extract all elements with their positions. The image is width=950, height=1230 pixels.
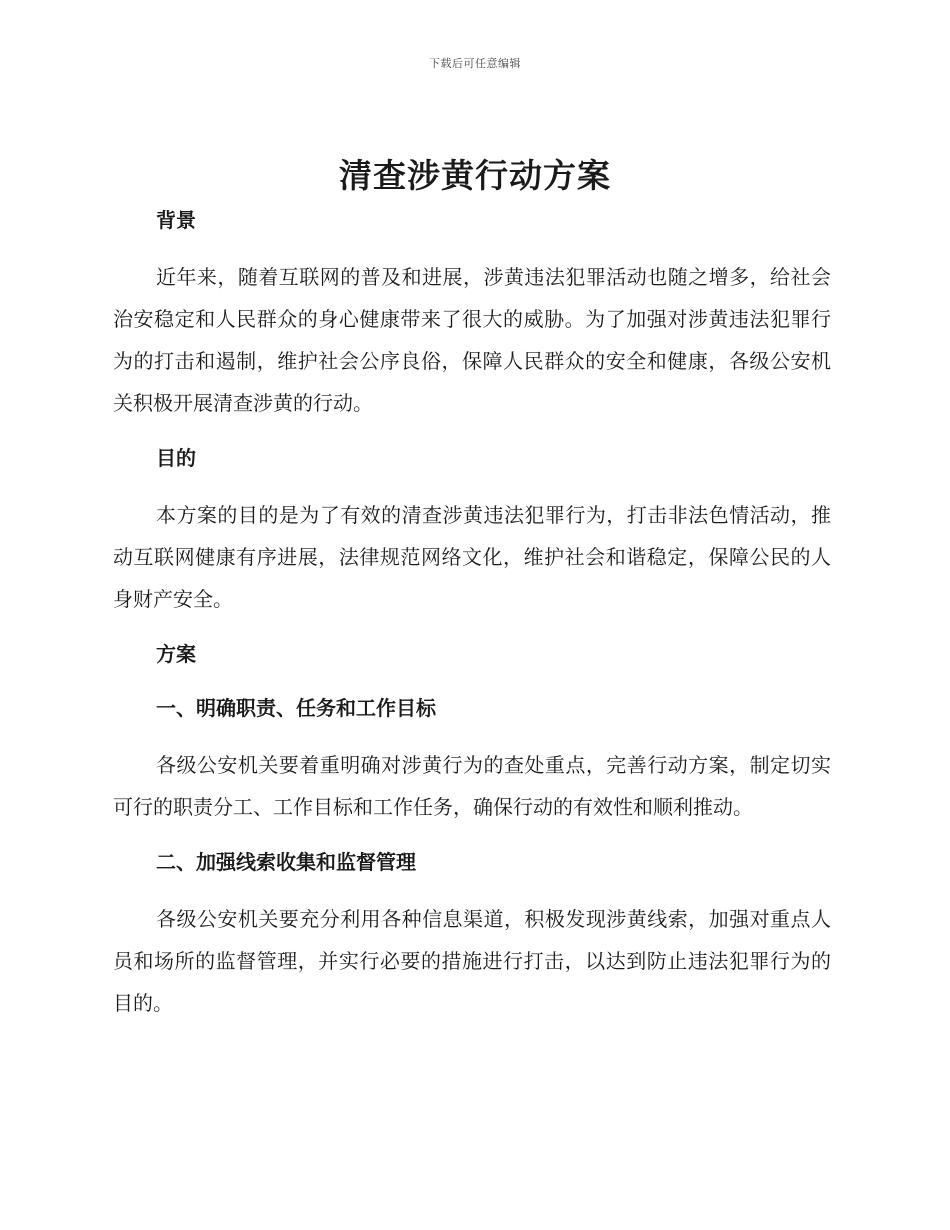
document-body xyxy=(113,202,831,1024)
section-heading-purpose: 目的 xyxy=(156,446,196,470)
section-text-item1: 各级公安机关要着重明确对涉黄行为的查处重点，完善行动方案，制定切实可行的职责分工、工作目标和工作任务，确保行动的有效性和顺利推动。 xyxy=(113,753,831,819)
section-heading-item1: 一、明确职责、任务和工作目标 xyxy=(156,696,436,720)
section-text-item2: 各级公安机关要充分利用各种信息渠道，积极发现涉黄线索，加强对重点人员和场所的监督管理，并实行必要的措施进行打击，以达到防止违法犯罪行为的目的。 xyxy=(113,907,831,1015)
section-heading-plan: 方案 xyxy=(156,642,196,666)
section-heading-background: 背景 xyxy=(156,208,196,232)
page-header-note: 下载后可任意编辑 xyxy=(429,57,521,70)
document-title: 清查涉黄行动方案 xyxy=(339,156,611,195)
section-heading-item2: 二、加强线索收集和监督管理 xyxy=(156,850,416,874)
section-text-purpose: 本方案的目的是为了有效的清查涉黄违法犯罪行为，打击非法色情活动，推动互联网健康有序进展，法律规范网络文化，维护社会和谐稳定，保障公民的人身财产安全。 xyxy=(113,503,831,611)
section-text-background: 近年来，随着互联网的普及和进展，涉黄违法犯罪活动也随之增多，给社会治安稳定和人民群众的身心健康带来了很大的威胁。为了加强对涉黄违法犯罪行为的打击和遏制，维护社会公序良俗，保障人民群众的安全和健康，各级公安机关积极开展清查涉黄的行动。 xyxy=(113,265,831,415)
